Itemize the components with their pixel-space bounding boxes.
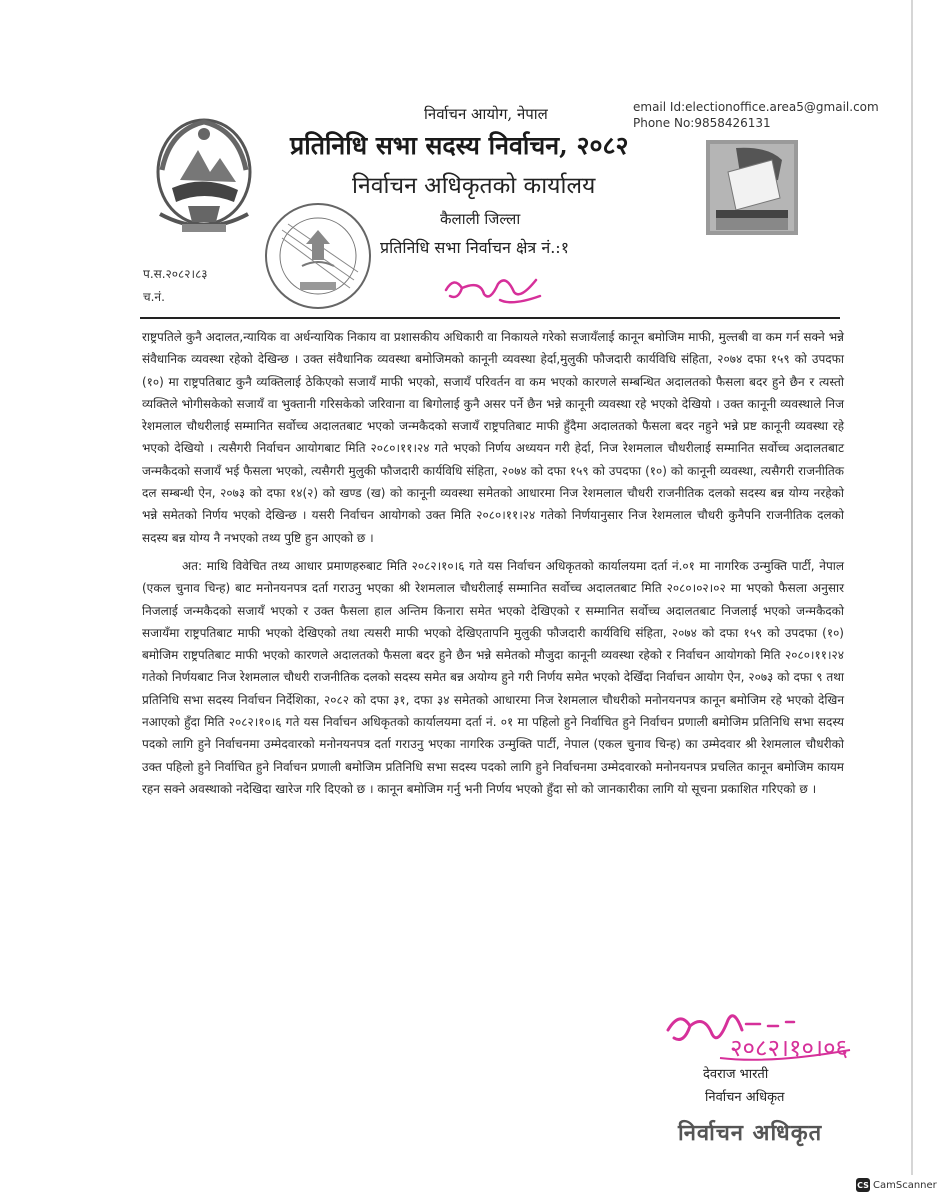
body-paragraph-2: अत: माथि विवेचित तथ्य आधार प्रमाणहरुबाट मिति २०८२।१०।६ गते यस निर्वाचन अधिकृतको कार्यालयमा दर्ता नं.०१ मा नागरिक उन्मुक्ति पार्टी, नेपाल (एकल चुनाव चिन्ह) बाट मनोनयनपत्र दर्ता गराउनु भएका श्री रेशमलाल चौधरीलाई सम्मानित सर्वोच्च अदालतबाट मिति २०८०।०२।०२ मा भएको फैसला अनुसार निजलाई जन्मकैदको सजायँ भएको र उक्त फैसला हाल अन्तिम किनारा समेत भएको देखिएको र सम्मानित सर्वोच्च अदालतबाट निजलाई भएको जन्मकैदको सजायँमा राष्ट्रपतिबाट माफी भएको देखिएको तथा त्यसरी माफी भएको देखिएतापनि मुलुकी फौजदारी कार्यविधि संहिता, २०७४ को दफा १५९ को उपदफा (१०) बमोजिम राष्ट्रपतिबाट माफी भएको कारणले अदालतको फैसला बदर हुने छैन भन्ने समेतको मौजुदा कानूनी व्यवस्था रहेको र निर्वाचन आयोगको मिति २०८०।११।२४ गतेको निर्णयबाट निज रेशमलाल चौधरी राजनीतिक दलको सदस्य समेत बन्न अयोग्य हुने गरी निर्णय समेत भएको देखिँदा निर्वाचन आयोग ऐन, २०७३ को दफा ९ तथा प्रतिनिधि सभा सदस्य निर्वाचन निर्देशिका, २०८२ को दफा ३१, दफा ३४ समेतको आधारमा निज रेशमलाल चौधरीको मनोनयनपत्र कानून बमोजिम रहे भएको देखिन नआएको हुँदा मिति २०८२।१०।६ गते यस निर्वाचन अधिकृतको कार्यालयमा दर्ता नं. ०१ मा पहिलो हुने निर्वाचित हुने निर्वाचन प्रणाली बमोजिम प्रतिनिधि सभा सदस्य पदको लागि हुने निर्वाचनमा उम्मेदवारको मनोनयनपत्र दर्ता गराउनु भएका नागरिक उन्मुक्ति पार्टी, नेपाल (एकल चुनाव चिन्ह) का उम्मेदवार श्री रेशमलाल चौधरीको उक्त पहिलो हुने निर्वाचित हुने निर्वाचन प्रणाली बमोजिम प्रतिनिधि सभा सदस्य पदको लागि हुने निर्वाचनमा उम्मेदवारको मनोनयनपत्र प्रचलित कानून बमोजिम कायम रहन सक्ने अवस्थाको नदेखिदा खारेज गरि दिएको छ । कानून बमोजिम गर्नु भनी निर्णय भएको हुँदा सो को जानकारीका लागि यो सूचना प्रकाशित गरिएको छ । [142,558,844,796]
handwritten-signature-with-date [660,990,860,1062]
contact-email: email Id:electionoffice.area5@gmail.com [633,100,879,114]
office-name: निर्वाचन अधिकृतको कार्यालय [352,173,596,199]
dispatch-number: च.नं. [143,290,165,304]
nepal-emblem-icon [150,110,258,240]
commission-name: निर्वाचन आयोग, नेपाल [424,105,548,123]
district-name: कैलाली जिल्ला [440,210,521,228]
camscanner-watermark [856,1178,937,1192]
handwritten-date: २०८२।१०।०६ [730,1034,849,1062]
ballot-box-icon [706,140,798,235]
signer-name: देवराज भारती [703,1067,769,1082]
notice-body [142,326,844,800]
page-edge [911,0,913,1175]
camscanner-logo-icon: CS [856,1178,870,1192]
contact-phone: Phone No:9858426131 [633,116,771,130]
handwritten-initials-signature [440,270,550,308]
election-title: प्रतिनिधि सभा सदस्य निर्वाचन, २०८२ [290,131,629,160]
office-seal-stamp [262,200,374,312]
body-paragraph-1: राष्ट्रपतिले कुनै अदालत,न्यायिक वा अर्धन्यायिक निकाय वा प्रशासकीय अधिकारी वा निकायले गरेको सजायँलाई कानून बमोजिम माफी, मुल्तबी वा कम गर्न सक्ने भन्ने संवैधानिक व्यवस्था रहेको देखिन्छ । उक्त संवैधानिक व्यवस्था बमोजिमको कानूनी व्यवस्था हेर्दा,मुलुकी फौजदारी कार्यविधि संहिता, २०७४ दफा १५९ को उपदफा (१०) मा राष्ट्रपतिबाट कुनै व्यक्तिलाई ठेकिएको सजायँ माफी भएको, सजायँ परिवर्तन वा कम भएको कारणले सम्बन्धित अदालतको फैसला बदर हुने छैन र त्यस्तो व्यक्तिले भोगीसकेको सजायँ वा भुक्तानी गरिसकेको जरिवाना वा बिगोलाई कुनै असर पर्ने छैन भन्ने कानूनी व्यवस्था रहे भएको देखियो । उक्त कानूनी व्यवस्थाले निज रेशमलाल चौधरीलाई सम्मानित सर्वोच्च अदालतबाट भएको जन्मकैदको सजायँ राष्ट्रपतिबाट माफी हुँदैमा अदालतको फैसला बदर नहुने भन्ने प्रष्ट कानूनी व्यवस्था रहे भएको देखियो । त्यसैगरी निर्वाचन आयोगबाट मिति २०८०।११।२४ गते भएको निर्णय अध्ययन गरी हेर्दा, निज रेशमलाल चौधरीलाई सम्मानित सर्वोच्च अदालतबाट जन्मकैदको सजायँ भई फैसला भएको, त्यसैगरी मुलुकी फौजदारी कार्यविधि संहिता, २०७४ को दफा १५९ को उपदफा (१०) को कानूनी व्यवस्था, त्यसैगरी राजनीतिक दल सम्बन्धी ऐन, २०७३ को दफा १४(२) को खण्ड (ख) को कानूनी व्यवस्था समेतको आधारमा निज रेशमलाल चौधरी राजनीतिक दलको सदस्य बन्न योग्य नरहेको भन्ने समेतको निर्णय भएको देखिन्छ । यसरी निर्वाचन आयोगको उक्त मिति २०८०।११।२४ गतेको निर्णयानुसार निज रेशमलाल चौधरी कुनैपनि राजनीतिक दलको सदस्य बन्न योग्य नै नभएको तथ्य पुष्टि हुन आएको छ । [142,330,844,545]
official-title-stamp: निर्वाचन अधिकृत [678,1120,823,1146]
camscanner-label: CamScanner [873,1179,937,1191]
signer-title: निर्वाचन अधिकृत [705,1090,785,1105]
header-divider [140,317,840,319]
constituency-number: प्रतिनिधि सभा निर्वाचन क्षेत्र नं.:१ [380,238,570,257]
letter-reference-number: प.स.२०८२।८३ [143,267,208,281]
